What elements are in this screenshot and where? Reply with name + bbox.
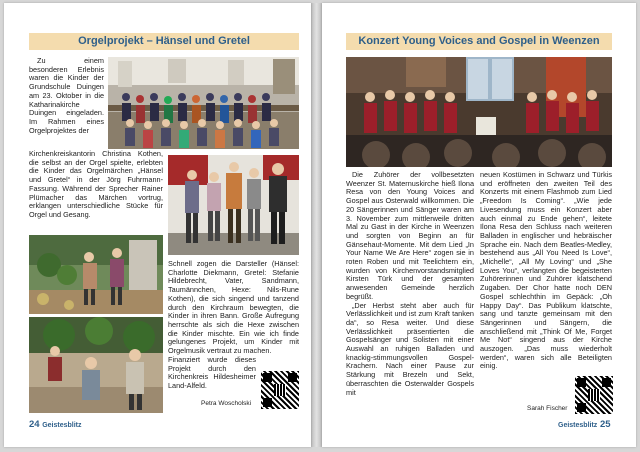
right-column1-text-2: „Der Herbst steht aber auch für Verlässlichkeit und ist zum Kraft tanken da“, so Resa weiter. Und diese Verlässlichkeit präsentierten die Gospelsänger und Solisten mit einer Auswahl an ruhigen Balladen und knackig-stimmungsvollen Gospel-Krachern. Nach einer Pause zur Stärkung mit Brezeln und Sekt, überraschten die Osterwalder Gospels mit	[346, 300, 474, 397]
left-brand: Geistesblitz	[42, 422, 82, 429]
left-financing-text: Finanziert wurde dieses Projekt durch den Kirchenkreis Hildesheimer Land-Alfeld.	[168, 355, 256, 391]
page-fold	[311, 3, 322, 447]
left-qr-code[interactable]	[260, 370, 300, 410]
right-headline: Konzert Young Voices and Gospel in Weenzen	[346, 33, 612, 50]
left-column2-text: Schnell zogen die Darsteller (Hänsel: Charlotte Diekmann, Gretel: Stefanie Hildebrecht, Vater, Sandmann, Taumännchen, Hexe: Nils-Rune Kothen), die sich singend und tanzend durch den Kirchraum bewegten, die Kinder in ihren Bann. Große Aufregung herrschte als sich die Hexe zwischen die Kinder mischte. Ein wie ich finde gelungenes Projekt, um Kinder mit Orgelmusik vertraut zu machen.	[168, 259, 299, 356]
children-in-church-photo	[108, 57, 299, 149]
left-page-number-value: 24	[29, 419, 40, 430]
right-column2-text: neuen Kostümen in Schwarz und Türkis und eröffneten den zweiten Teil des Konzerts mit einem Flashmob zum Lied „Freedom Is Coming“. „Wie jede Livesendung muss ein Konzert aber auch einmal zu Ende gehen“, leitete Ilona Resa den Schluss nach weiteren Balladen in englischer und hebräischer Sprache ein. Nach dem Beatles-Medley, bestehend aus „All You Need Is Love“, „Michelle“, „All My Loving“ und „She Loves You“, verlangten die begeisterten Zuhörerinnen und Zuhörer klatschend Zugaben. Der Chor hatte noch DEN Gospel schlechthin im Gepäck: „Oh Happy Day“. Das Publikum klatschte, sang und tanzte gemeinsam mit den Sängerinnen und Sängern, die anschließend mit „Think Of Me, Forget Me Not“ singend aus der Kirche auszogen. „Das muss wiederholt werden“, waren sich alle Beteiligten einig.	[480, 170, 612, 371]
children-costume-photo	[29, 317, 163, 413]
right-page-number	[558, 419, 611, 430]
performers-photo	[168, 155, 299, 255]
concert-photo	[346, 57, 612, 167]
right-brand: Geistesblitz	[558, 422, 598, 429]
left-intro-text: Zu einem besonderen Erlebnis waren die Kinder der Grundschule Duingen am 23. Oktober in die Katharinakirche Duingen eingeladen. Im Rahmen eines Orgelprojektes der	[29, 56, 104, 135]
left-page-number	[29, 419, 82, 430]
right-page	[322, 3, 636, 447]
right-qr-code[interactable]	[574, 375, 614, 415]
right-page-number-value: 25	[599, 419, 611, 430]
left-page	[4, 3, 311, 447]
right-author: Sarah Fischer	[527, 405, 568, 412]
left-headline: Orgelprojekt – Hänsel und Gretel	[29, 33, 299, 50]
right-column1-text: Die Zuhörer der vollbesetzten Weenzer St. Maternuskirche hieß Ilona Resa von den Young Voices and Gospel aus Osterwald willkommen. Die 20 Sängerinnen und Sänger waren am 3. November zum mittlerweile dritten Mal zu Gast in der Kirche in Weenzen und sorgten von Beginn an für Gänsehaut-Momente. Mit dem Lied „In Your Name We Are Here“ zogen sie in roten Roben und mit Teelichtern ein, wurden von Kirchenvorstandsmitglied Kirsten Türk und der gesamten anwesenden Gemeinde herzlich begrüßt. „Der Herbst steht aber auch für Verlässlichkeit und ist zum Kraft tanken da“, so Resa weiter. Und diese Verlässlichkeit präsentierten die Gospelsänger und Solisten mit einer Auswahl an ruhigen Balladen und knackig-stimmungsvollen Gospel-Krachern. Nach einer Pause zur Stärkung mit Brezeln und Sekt, überraschten die Osterwalder Gospels mit	[346, 170, 474, 397]
left-column1-text: Kirchenkreiskantorin Christina Kothen, die selbst an der Orgel spielte, erlebten die Kinder das Orgelmärchen „Hänsel und Gretel“ in der Jörg Fuhrmann-Fassung. Während der Sprecher Rainer Plümacher das Märchen vortrug, erklangen unterschiedliche Stücke für Orgel und Gesang.	[29, 149, 163, 219]
left-author: Petra Woscholski	[201, 400, 252, 407]
witch-scene-photo	[29, 235, 163, 314]
